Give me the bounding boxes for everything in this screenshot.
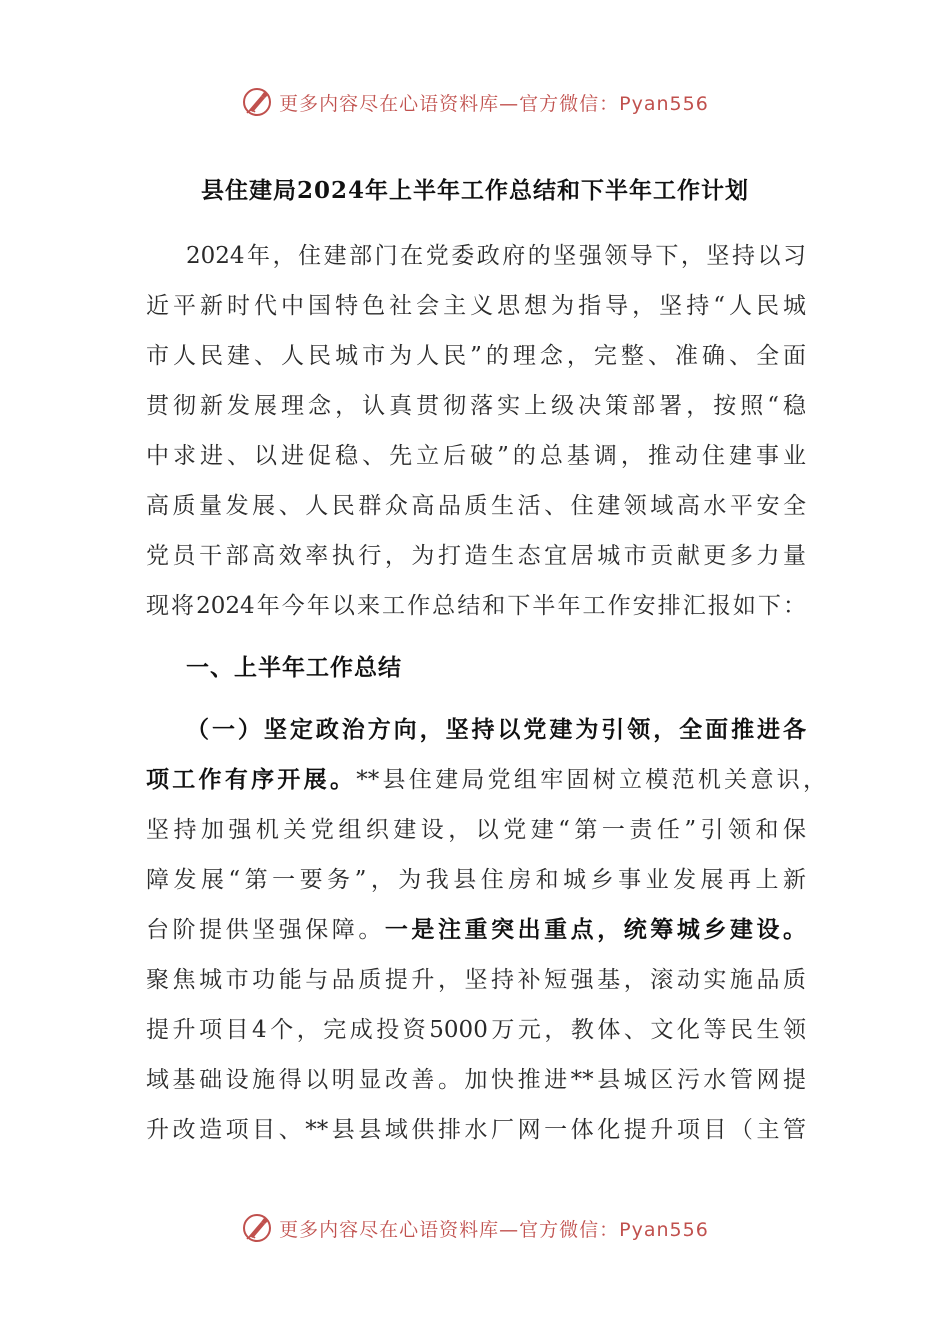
document-title: 县住建局2024年上半年工作总结和下半年工作计划 bbox=[200, 177, 749, 204]
intro-line-7: 党员干部高效率执行，为打造生态宜居城市贡献更多力量 bbox=[146, 543, 806, 569]
pen-nib-logo-icon bbox=[241, 1212, 273, 1244]
sub1-line-4: 障发展“第一要务”，为我县住房和城乡事业发展再上新 bbox=[146, 867, 806, 893]
footer-banner-text: 更多内容尽在心语资料库—官方微信：Pyan556 bbox=[279, 1218, 709, 1241]
intro-line-3: 市人民建、人民城市为人民”的理念，完整、准确、全面 bbox=[146, 343, 806, 369]
intro-line-2: 近平新时代中国特色社会主义思想为指导，坚持“人民城 bbox=[146, 293, 806, 319]
sub1-line-2 bbox=[146, 760, 826, 800]
header-banner bbox=[0, 82, 950, 122]
sub1-line-5-bold: 一是注重突出重点，统筹城乡建设。 bbox=[384, 916, 807, 943]
intro-line-4: 贯彻新发展理念，认真贯彻落实上级决策部署，按照“稳 bbox=[146, 393, 806, 419]
sub1-line-2-rest: **县住建局党组牢固树立模范机关意识， bbox=[356, 767, 827, 793]
footer-banner bbox=[0, 1208, 950, 1248]
intro-line-8: 现将2024年今年以来工作总结和下半年工作安排汇报如下： bbox=[146, 593, 806, 619]
sub1-line-9: 升改造项目、**县县域供排水厂网一体化提升项目（主管 bbox=[146, 1117, 806, 1143]
sub1-line-7: 提升项目4个，完成投资5000万元，教体、文化等民生领 bbox=[146, 1017, 806, 1043]
intro-line-6: 高质量发展、人民群众高品质生活、住建领域高水平安全 bbox=[146, 493, 806, 519]
section-heading: 一、上半年工作总结 bbox=[186, 654, 402, 681]
sub1-line-2-bold: 项工作有序开展。 bbox=[146, 766, 357, 793]
header-banner-text: 更多内容尽在心语资料库—官方微信：Pyan556 bbox=[279, 92, 709, 115]
sub1-line-8: 域基础设施得以明显改善。加快推进**县城区污水管网提 bbox=[146, 1067, 806, 1093]
pen-nib-logo-icon bbox=[241, 86, 273, 118]
sub1-line-5-normal: 台阶提供坚强保障。 bbox=[146, 917, 385, 943]
sub1-line-5 bbox=[146, 910, 806, 950]
sub1-line-6: 聚焦城市功能与品质提升，坚持补短强基，滚动实施品质 bbox=[146, 967, 806, 993]
intro-line-1: 2024年，住建部门在党委政府的坚强领导下，坚持以习 bbox=[186, 243, 806, 269]
sub1-line-1: （一）坚定政治方向，坚持以党建为引领，全面推进各 bbox=[186, 716, 806, 743]
intro-line-5: 中求进、以进促稳、先立后破”的总基调，推动住建事业 bbox=[146, 443, 806, 469]
sub1-line-3: 坚持加强机关党组织建设，以党建“第一责任”引领和保 bbox=[146, 817, 806, 843]
